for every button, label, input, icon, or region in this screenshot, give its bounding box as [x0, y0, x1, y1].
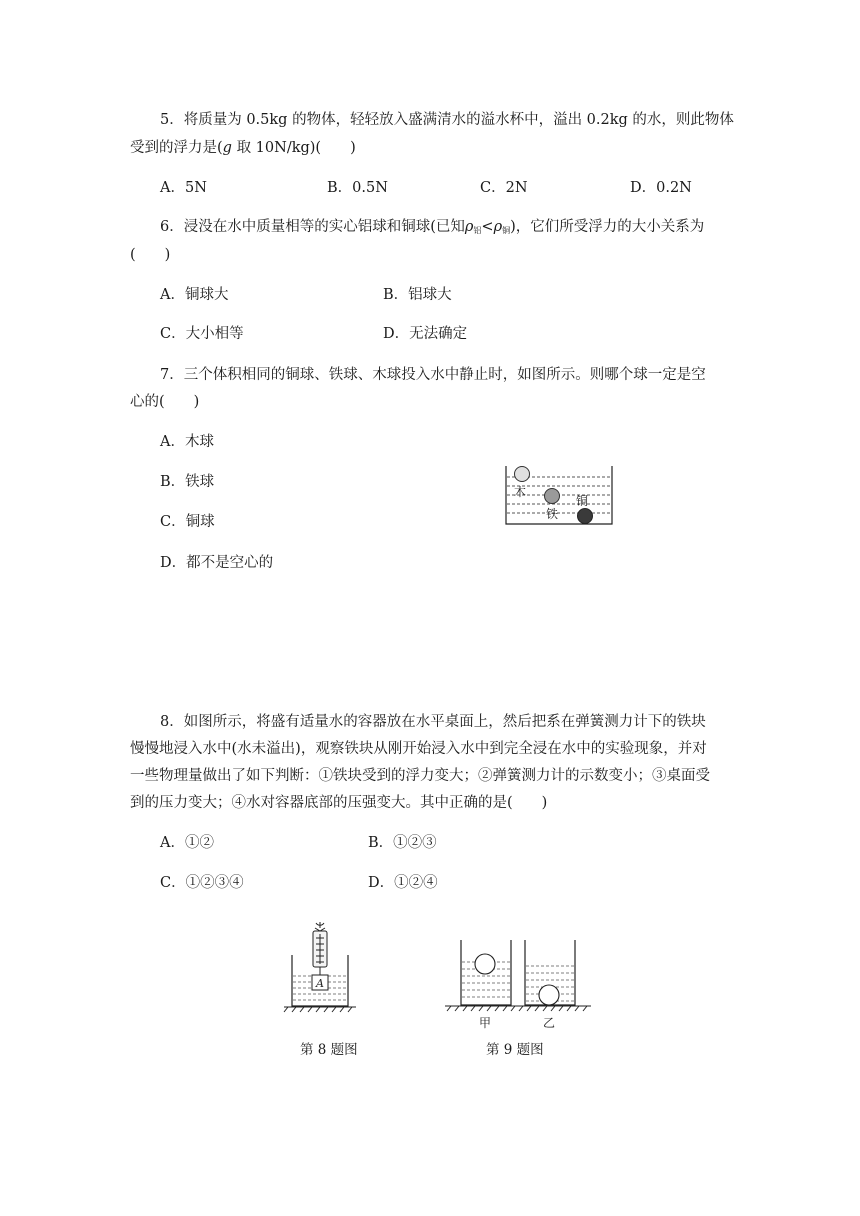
q6-less-than: < [481, 219, 494, 235]
q7-figure-container-with-balls [504, 464, 616, 526]
q6-option-d[interactable]: D．无法确定 [383, 326, 468, 342]
q7-option-a[interactable]: A．木球 [160, 434, 214, 450]
q9-label-jia: 甲 [479, 1016, 492, 1030]
q5-option-c[interactable]: C．2N [480, 180, 528, 196]
q6-stem-line1-post: )，它们所受浮力的大小关系为 [510, 219, 705, 235]
q7-stem-line2: 心的( ) [130, 394, 200, 410]
q8-option-b[interactable]: B．①②③ [368, 835, 437, 851]
q9-table [445, 1006, 591, 1011]
q9-ball-left [475, 954, 495, 974]
q7-label-iron: 铁 [546, 507, 559, 521]
q6-stem-line1 [160, 215, 704, 236]
q8-option-a[interactable]: A．①② [160, 835, 214, 851]
q8-table [284, 1007, 356, 1012]
q6-stem-line1-pre: 6．浸没在水中质量相等的实心铝球和铜球(已知 [160, 219, 465, 235]
q8-spring-scale [313, 922, 327, 975]
q6-option-c[interactable]: C．大小相等 [160, 326, 244, 342]
q8-figure-spring-scale-block [282, 920, 358, 1014]
q5-option-a[interactable]: A．5N [160, 180, 207, 196]
q5-stem-line1: 5．将质量为 0.5kg 的物体，轻轻放入盛满清水的溢水杯中，溢出 0.2kg 的水，则此物体 [160, 112, 734, 128]
q5-stem-line2-pre: 受到的浮力是( [130, 140, 223, 156]
q6-sub-al: 铝 [473, 226, 482, 235]
q7-option-d[interactable]: D．都不是空心的 [160, 555, 274, 571]
q5-g-symbol: g [222, 140, 232, 156]
q5-stem-line2 [130, 136, 356, 157]
q7-copper-ball [578, 509, 593, 524]
q8-stem-line2: 慢慢地浸入水中(水未溢出)，观察铁块从刚开始浸入水中到完全浸在水中的实验现象，并对 [130, 741, 707, 757]
q6-rho-cu: ρ [493, 219, 503, 235]
q7-label-wood: 木 [514, 485, 527, 499]
fig8-caption: 第 8 题图 [300, 1042, 358, 1058]
q7-wood-ball [515, 467, 530, 482]
q8-stem-line1: 8．如图所示，将盛有适量水的容器放在水平桌面上，然后把系在弹簧测力计下的铁块 [160, 714, 706, 730]
q5-stem-line2-post: 取 10N/kg)( ) [231, 140, 356, 156]
q7-option-b[interactable]: B．铁球 [160, 474, 215, 490]
q9-ball-right [539, 985, 559, 1005]
q5-option-b[interactable]: B．0.5N [327, 180, 388, 196]
q9-label-yi: 乙 [543, 1016, 556, 1030]
fig9-caption: 第 9 题图 [486, 1042, 544, 1058]
q8-stem-line3: 一些物理量做出了如下判断：①铁块受到的浮力变大；②弹簧测力计的示数变小；③桌面受 [130, 768, 710, 784]
q9-figure-two-containers [443, 938, 593, 1030]
q8-block-label: A [316, 977, 324, 990]
q6-option-b[interactable]: B．铝球大 [383, 287, 452, 303]
q6-sub-cu: 铜 [502, 226, 511, 235]
q7-iron-ball [545, 489, 560, 504]
q6-rho-al: ρ [464, 219, 474, 235]
q6-stem-line2: ( ) [130, 247, 171, 263]
q8-stem-line4: 到的压力变大；④水对容器底部的压强变大。其中正确的是( ) [130, 795, 548, 811]
q8-option-d[interactable]: D．①②④ [368, 875, 438, 891]
q7-stem-line1: 7．三个体积相同的铜球、铁球、木球投入水中静止时，如图所示。则哪个球一定是空 [160, 367, 706, 383]
q8-option-c[interactable]: C．①②③④ [160, 875, 244, 891]
q7-option-c[interactable]: C．铜球 [160, 514, 215, 530]
q5-option-d[interactable]: D．0.2N [630, 180, 692, 196]
q7-label-copper: 铜 [576, 494, 589, 508]
q6-option-a[interactable]: A．铜球大 [160, 287, 229, 303]
